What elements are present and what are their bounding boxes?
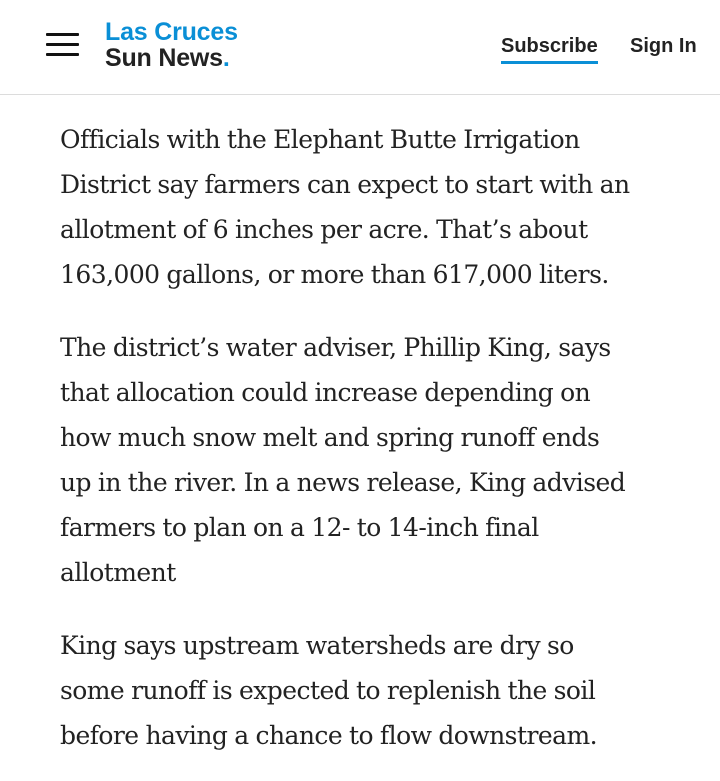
sign-in-link[interactable]: Sign In: [630, 35, 697, 57]
subscribe-link[interactable]: Subscribe: [501, 35, 598, 64]
paragraph-line: Officials with the Elephant Butte Irrigation: [60, 125, 580, 154]
paragraph-line: allotment of 6 inches per acre. That’s about: [60, 215, 588, 244]
paragraph-line: District say farmers can expect to start with an: [60, 170, 630, 199]
paragraph-line: The district’s water adviser, Phillip King, says: [60, 333, 611, 362]
article-paragraph: [60, 623, 680, 758]
logo-line-2-text: Sun News: [105, 44, 223, 72]
article-paragraph: [60, 325, 680, 595]
menu-bar: [46, 43, 79, 46]
paragraph-line: that allocation could increase depending on: [60, 378, 591, 407]
paragraph-line: some runoff is expected to replenish the soil: [60, 676, 596, 705]
menu-bar: [46, 53, 79, 56]
paragraph-line: 163,000 gallons, or more than 617,000 liters.: [60, 260, 609, 289]
logo-line-1: Las Cruces: [105, 18, 238, 46]
paragraph-line: allotment: [60, 558, 176, 587]
site-header: [0, 0, 720, 95]
paragraph-line: how much snow melt and spring runoff ends: [60, 423, 600, 452]
site-logo[interactable]: [105, 19, 238, 71]
hamburger-menu-icon[interactable]: [46, 31, 80, 59]
article-body: [60, 117, 680, 781]
paragraph-line: King says upstream watersheds are dry so: [60, 631, 574, 660]
logo-line-2: [105, 45, 238, 71]
logo-dot: .: [222, 44, 230, 72]
paragraph-line: farmers to plan on a 12- to 14-inch final: [60, 513, 539, 542]
paragraph-line: before having a chance to flow downstream.: [60, 721, 597, 750]
menu-bar: [46, 33, 79, 36]
paragraph-line: up in the river. In a news release, King advised: [60, 468, 626, 497]
article-paragraph: [60, 117, 680, 297]
